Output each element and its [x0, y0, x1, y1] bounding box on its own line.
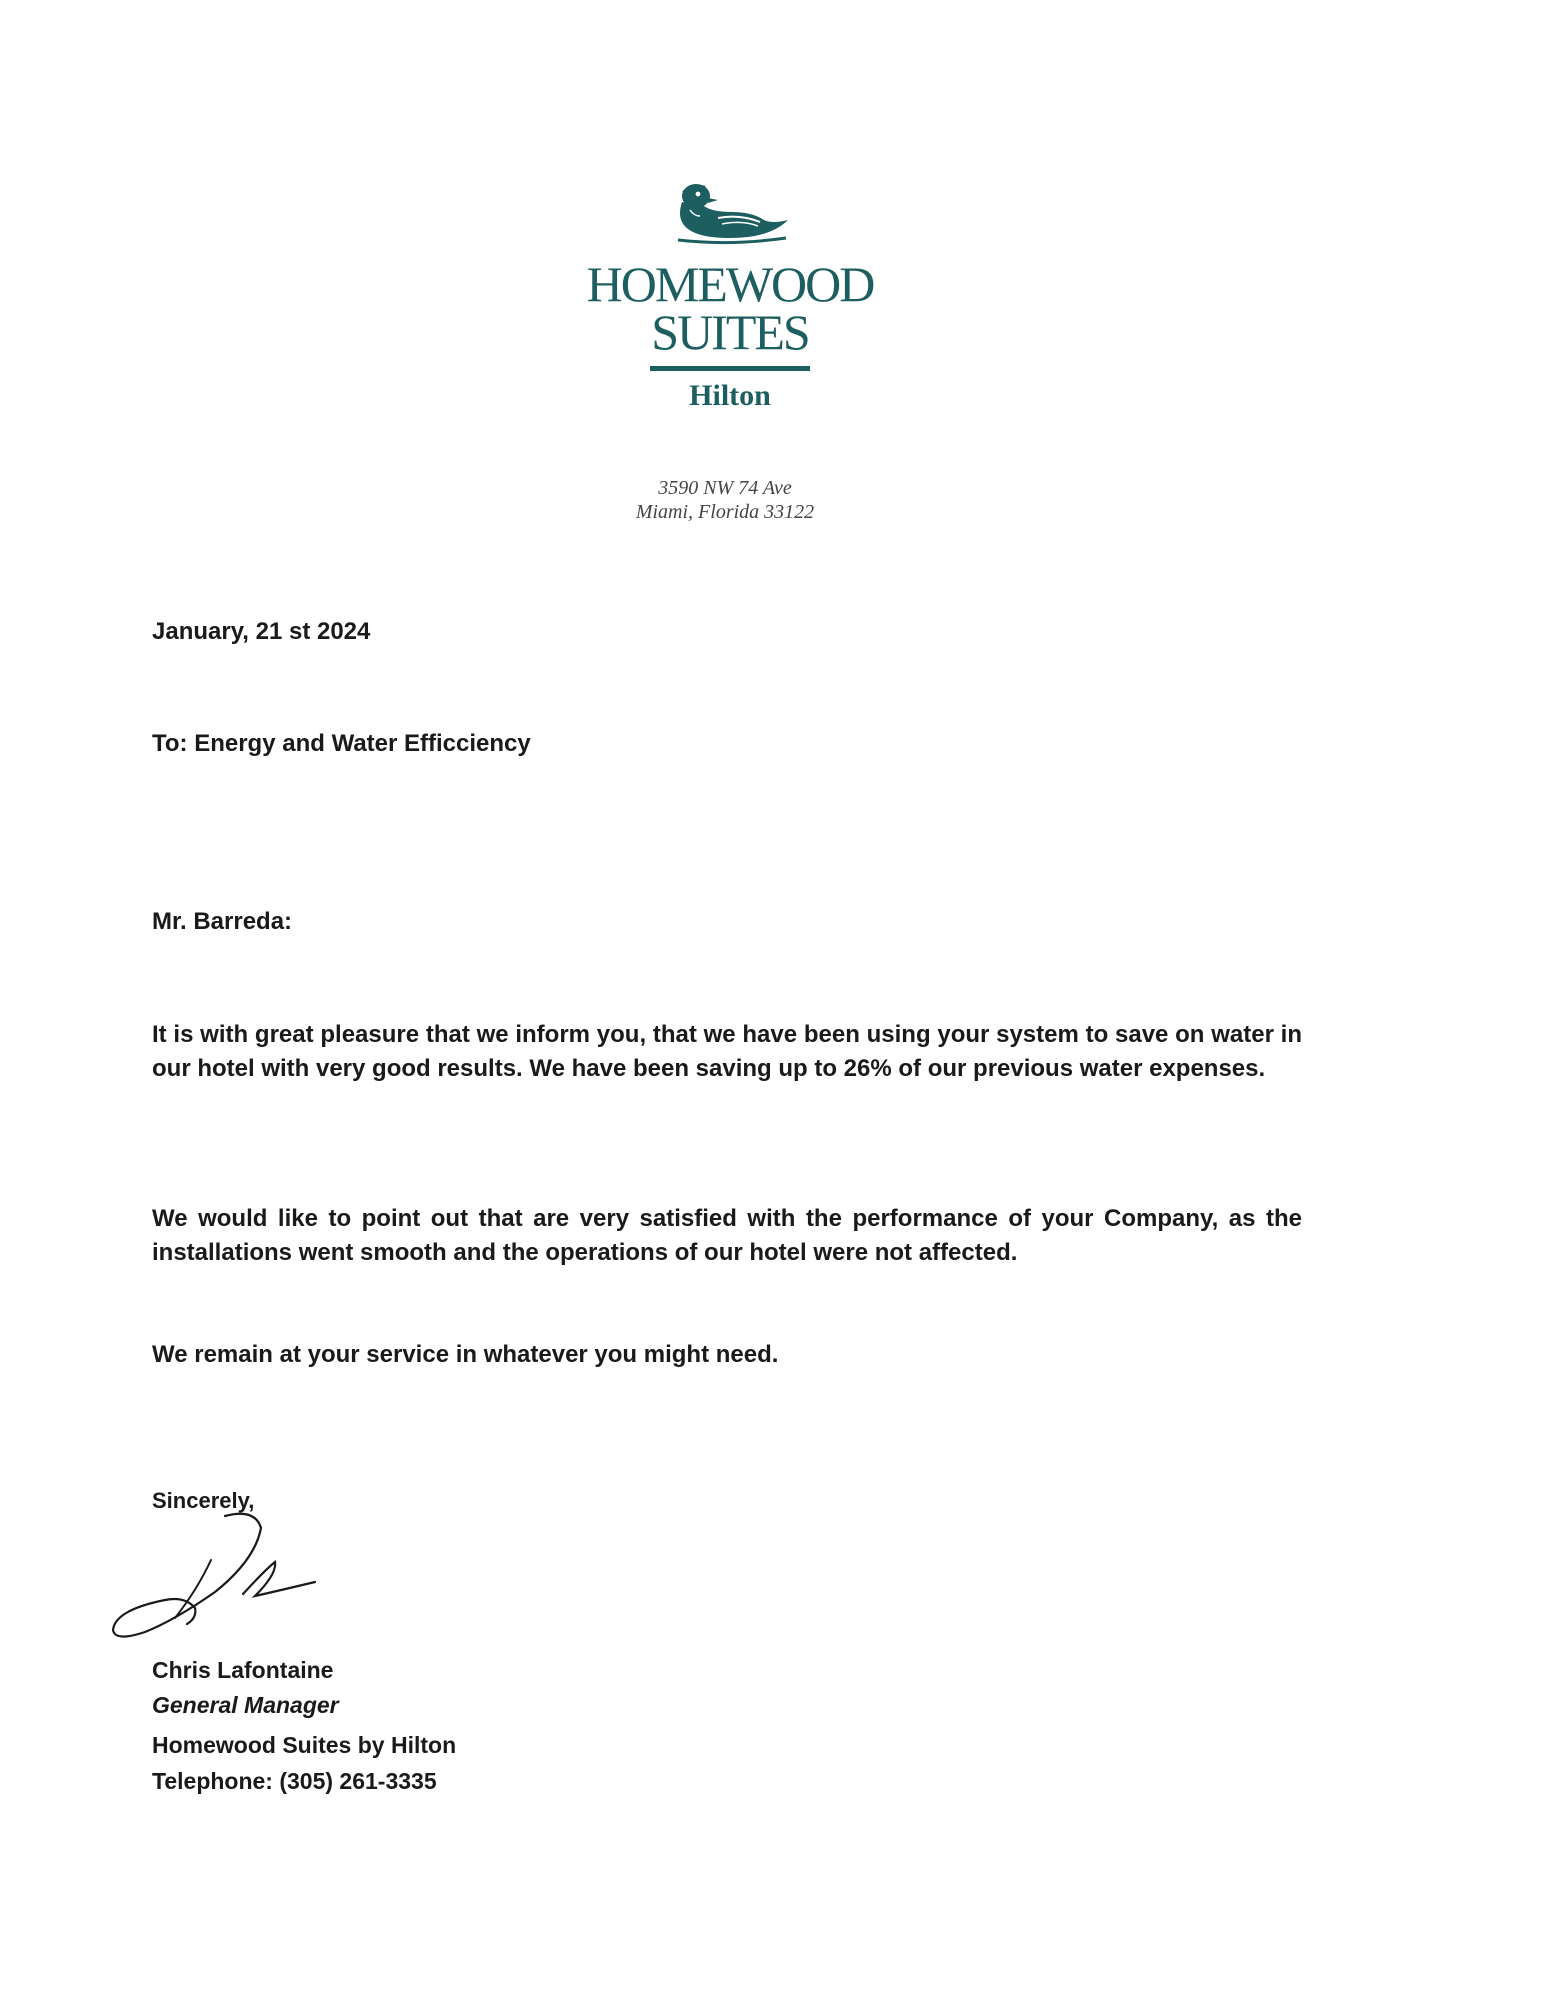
- letter-salutation: Mr. Barreda:: [152, 908, 293, 935]
- logo-brand-line3: Hilton: [689, 379, 771, 412]
- logo-brand-line2: SUITES: [651, 304, 809, 360]
- letter-paragraph-2: We would like to point out that are very satisfied with the performance of your Company, as the installations went smooth and the operations of our hotel were not affected.: [152, 1205, 1302, 1266]
- address-line2: Miami, Florida 33122: [635, 501, 815, 523]
- logo-brand-line1: HOMEWOOD: [586, 256, 874, 312]
- logo-divider: [650, 366, 810, 371]
- signatory-title: General Manager: [152, 1692, 339, 1718]
- letter-date: January, 21 st 2024: [152, 618, 371, 645]
- letter-recipient: To: Energy and Water Efficciency: [152, 730, 531, 757]
- handwritten-signature: [105, 1500, 335, 1660]
- signatory-telephone: Telephone: (305) 261-3335: [152, 1768, 437, 1794]
- hotel-address: [560, 476, 890, 524]
- letter-paragraph-3: We remain at your service in whatever you might need.: [152, 1341, 779, 1368]
- address-line1: 3590 NW 74 Ave: [658, 477, 792, 499]
- signatory-name: Chris Lafontaine: [152, 1657, 334, 1683]
- duck-icon: [660, 180, 800, 248]
- letter-paragraph-1: It is with great pleasure that we inform you, that we have been using your system to save on water in our hotel with very good results. We have been saving up to 26% of our previous water expenses.: [152, 1021, 1302, 1082]
- letter-closing: Sincerely,: [152, 1488, 255, 1513]
- homewood-suites-logo: [540, 180, 920, 413]
- signatory-company: Homewood Suites by Hilton: [152, 1732, 457, 1758]
